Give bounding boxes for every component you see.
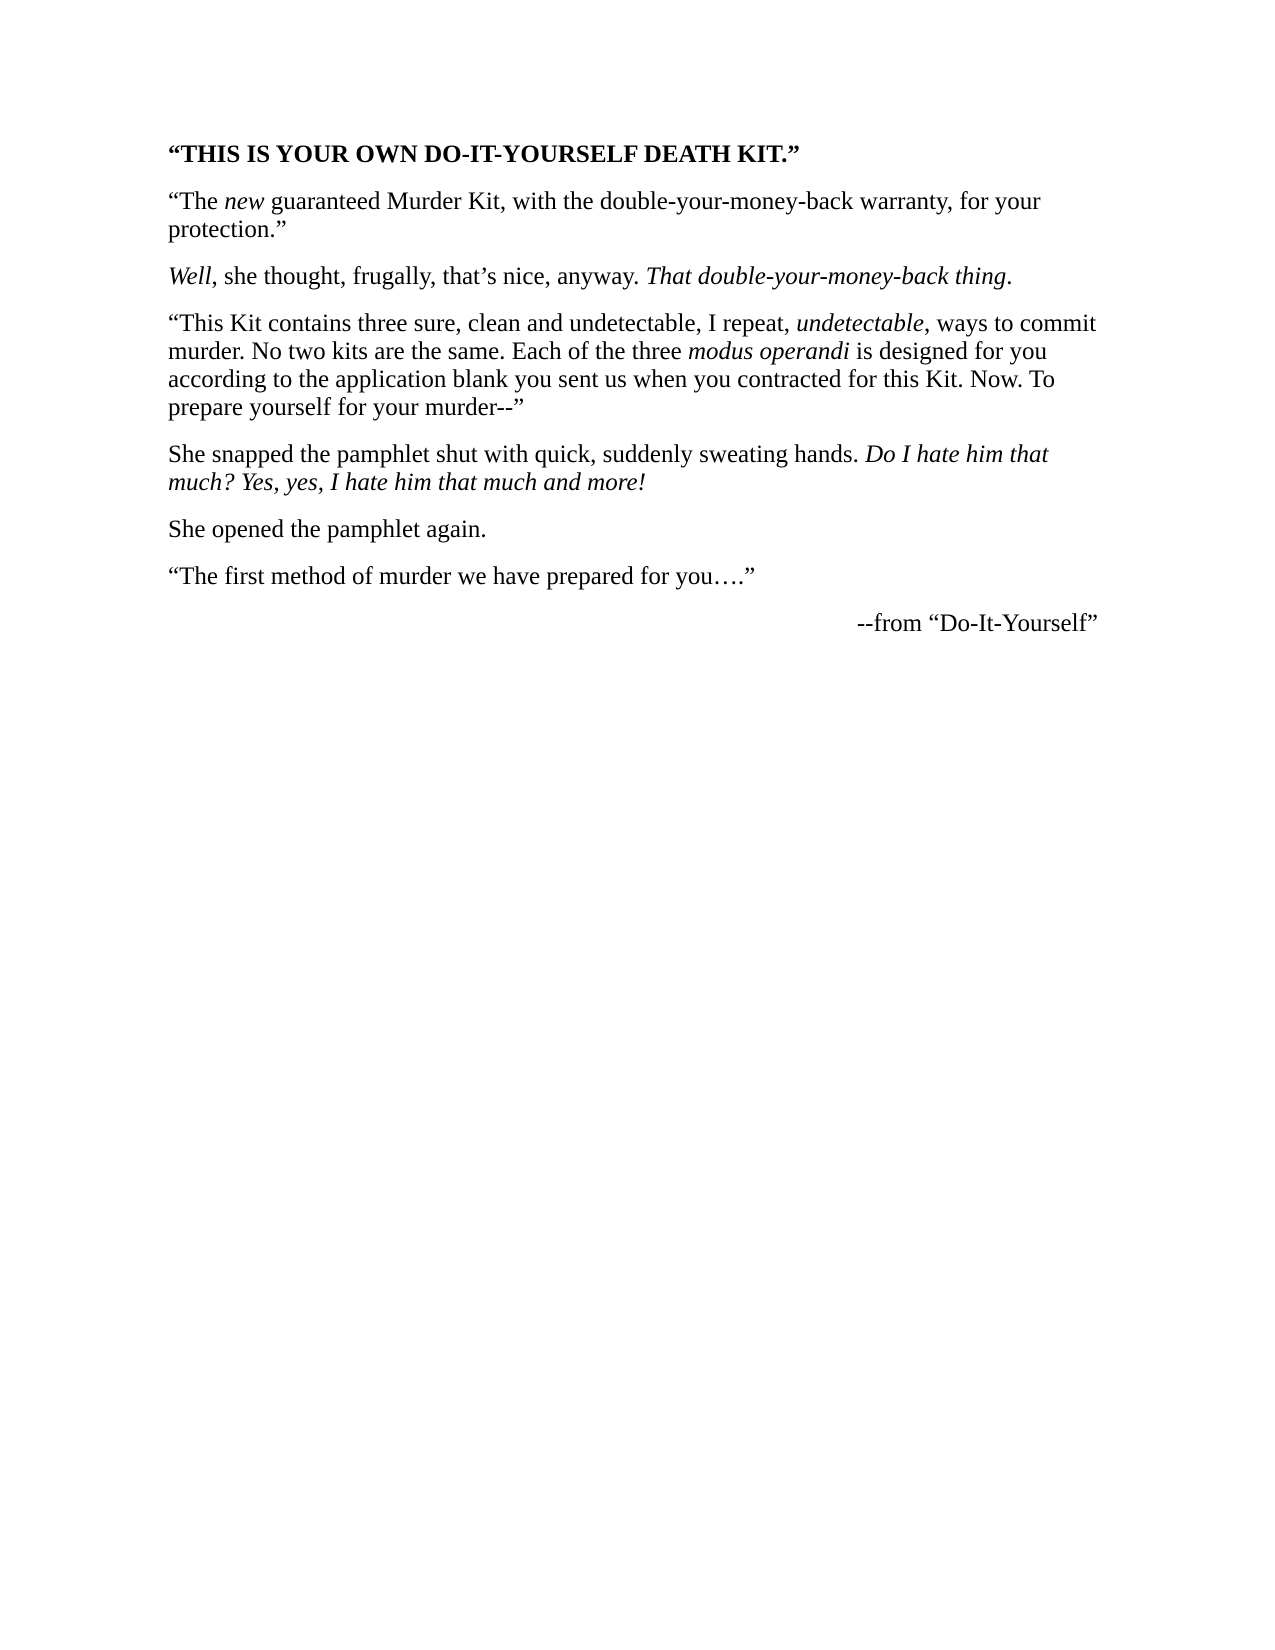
- text-run: new: [224, 188, 265, 215]
- text-run: “This Kit contains three sure, clean and undetectable, I repeat,: [168, 310, 797, 337]
- attribution-line: --from “Do-It-Yourself”: [856, 610, 1098, 637]
- text-run: undetectable: [796, 310, 924, 337]
- text-run: “The first method of murder we have prepared for you….”: [168, 563, 756, 590]
- paragraph: [168, 263, 1098, 291]
- text-run: modus operandi: [687, 338, 850, 365]
- paragraph: [168, 310, 1098, 422]
- text-run: She snapped the pamphlet shut with quick, suddenly sweating hands.: [168, 441, 866, 468]
- story-heading: “THIS IS YOUR OWN DO-IT-YOURSELF DEATH KIT.”: [168, 141, 800, 168]
- paragraph: [168, 563, 1098, 591]
- text-run: “The: [168, 188, 225, 215]
- text-run: She opened the pamphlet again.: [168, 516, 487, 543]
- text-run: Do I hate him that much? Yes, yes, I hate him that much and more!: [168, 441, 1049, 496]
- text-run: is designed for you according to the application blank you sent us when you contracted for this Kit. Now. To prepare yourself for your murder--”: [168, 338, 1055, 421]
- text-run: guaranteed Murder Kit, with the double-your-money-back warranty, for your protection.”: [168, 188, 1041, 243]
- text-run: That double-your-money-back thing: [645, 263, 1007, 290]
- paragraph: [168, 516, 1098, 544]
- paragraph: [168, 441, 1098, 497]
- paragraph: [168, 188, 1098, 244]
- text-run: .: [1006, 263, 1013, 290]
- text-run: Well: [168, 263, 212, 290]
- text-run: , she thought, frugally, that’s nice, anyway.: [211, 263, 646, 290]
- text-run: , ways to commit murder. No two kits are the same. Each of the three: [168, 310, 1097, 365]
